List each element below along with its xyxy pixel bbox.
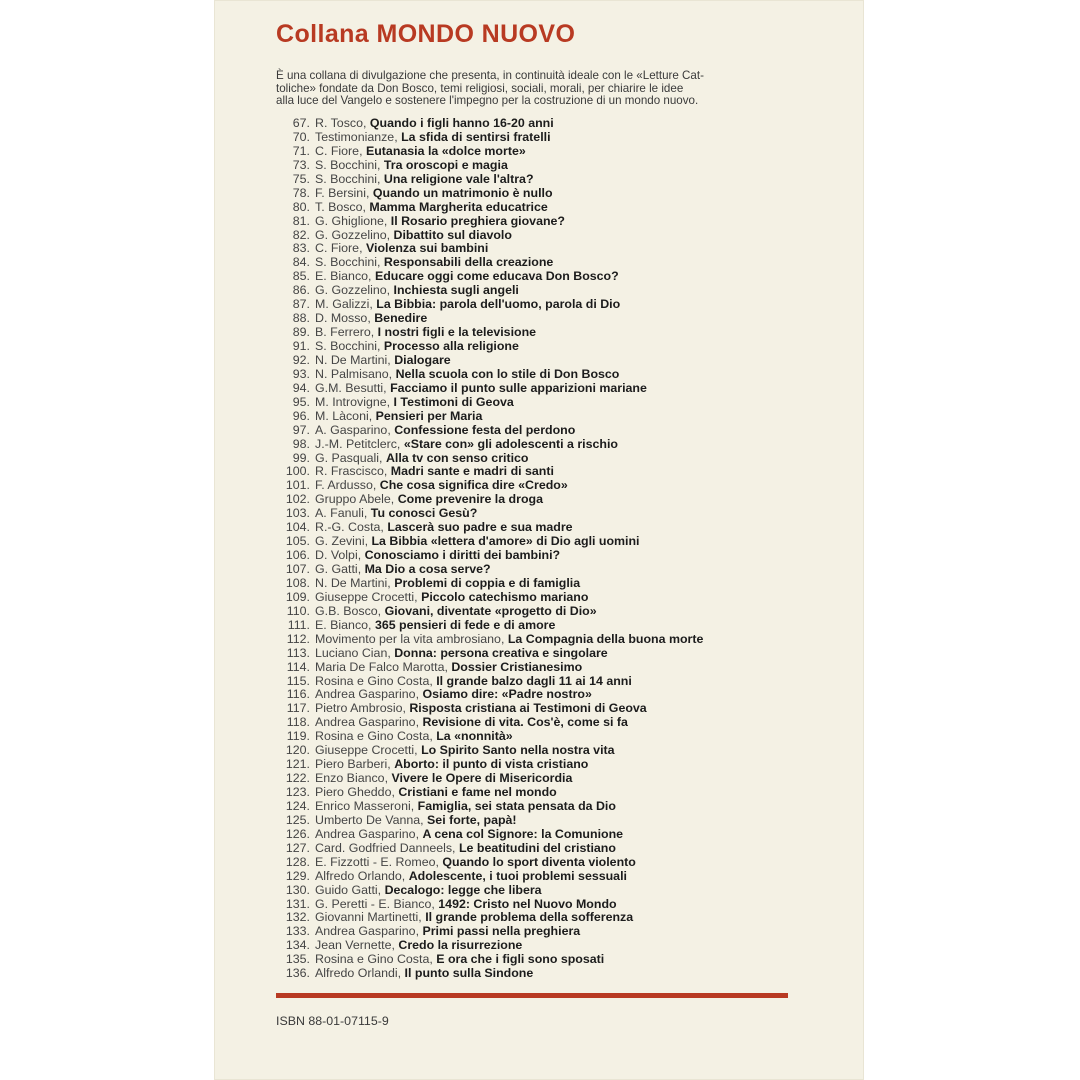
- book-author: F. Bersini,: [315, 185, 370, 200]
- book-number: 98.: [292, 436, 310, 451]
- book-title: Educare oggi come educava Don Bosco?: [374, 269, 619, 284]
- book-author: R.-G. Costa,: [315, 520, 384, 535]
- book-author: D. Mosso,: [315, 311, 371, 326]
- list-item: [276, 201, 836, 215]
- book-number: 125.: [285, 812, 310, 827]
- book-author: Giuseppe Crocetti,: [315, 589, 418, 604]
- book-author: Piero Barberi,: [315, 757, 391, 772]
- book-title: Il grande problema della sofferenza: [425, 910, 634, 925]
- list-item: [276, 967, 836, 981]
- book-title: Problemi di coppia e di famiglia: [394, 575, 581, 590]
- book-author: G. Gozzelino,: [315, 227, 391, 242]
- list-item: [276, 800, 836, 814]
- book-title: Sei forte, papà!: [427, 812, 517, 827]
- book-number: 129.: [285, 868, 310, 883]
- list-item: [276, 675, 836, 689]
- book-title: Dibattito sul diavolo: [393, 227, 512, 242]
- book-number: 84.: [292, 255, 310, 270]
- book-author: Alfredo Orlando,: [315, 868, 406, 883]
- book-number: 78.: [292, 185, 310, 200]
- book-title: Cristiani e fame nel mondo: [398, 785, 557, 799]
- book-title: 365 pensieri di fede e di amore: [374, 617, 556, 632]
- book-title: Lo Spirito Santo nella nostra vita: [421, 743, 615, 758]
- divider-rule: [276, 993, 788, 998]
- book-title: La sfida di sentirsi fratelli: [401, 129, 551, 144]
- book-author: D. Volpi,: [315, 548, 362, 563]
- book-number: 100.: [285, 464, 310, 479]
- book-number: 119.: [286, 729, 310, 744]
- list-item: [276, 661, 836, 675]
- book-number: 91.: [292, 339, 310, 353]
- book-number: 97.: [292, 422, 310, 437]
- book-title: Quando lo sport diventa violento: [442, 854, 636, 869]
- book-title: I Testimoni di Geova: [393, 394, 514, 409]
- book-number: 112.: [286, 631, 310, 646]
- book-author: Enrico Masseroni,: [315, 798, 415, 813]
- book-author: B. Ferrero,: [315, 325, 375, 340]
- list-item: [276, 842, 836, 856]
- book-number: 126.: [285, 826, 310, 841]
- list-item: [276, 911, 836, 925]
- book-number: 124.: [285, 798, 310, 813]
- book-author: Andrea Gasparino,: [315, 687, 420, 702]
- list-item: [276, 284, 836, 298]
- list-item: [276, 410, 836, 424]
- book-number: 116.: [286, 687, 310, 702]
- book-author: N. De Martini,: [315, 575, 391, 590]
- book-title: Mamma Margherita educatrice: [369, 199, 548, 214]
- book-author: A. Fanuli,: [315, 506, 368, 521]
- book-title: Credo la risurrezione: [398, 938, 523, 953]
- book-number: 118.: [286, 715, 310, 730]
- book-title: Primi passi nella preghiera: [422, 924, 581, 939]
- book-title: Dossier Cristianesimo: [451, 659, 583, 674]
- book-title: Donna: persona creativa e singolare: [394, 645, 608, 660]
- book-author: G.B. Bosco,: [315, 603, 382, 618]
- book-author: T. Bosco,: [315, 199, 366, 214]
- list-item: [276, 605, 836, 619]
- description-line: È una collana di divulgazione che presenta, in continuità ideale con le «Letture Cat-: [276, 69, 704, 82]
- book-title: Risposta cristiana ai Testimoni di Geova: [409, 701, 647, 716]
- list-item: [276, 256, 836, 270]
- book-number: 111.: [287, 617, 310, 632]
- book-title: Ma Dio a cosa serve?: [364, 562, 491, 576]
- book-number: 81.: [292, 213, 310, 228]
- book-author: M. Galizzi,: [315, 297, 373, 312]
- list-item: [276, 814, 836, 828]
- book-number: 123.: [285, 785, 310, 799]
- book-title: A cena col Signore: la Comunione: [422, 826, 624, 841]
- book-number: 88.: [292, 311, 310, 326]
- book-number: 134.: [285, 938, 310, 953]
- book-author: N. Palmisano,: [315, 366, 393, 381]
- list-item: [276, 870, 836, 884]
- book-number: 121.: [285, 757, 310, 772]
- book-title: Famiglia, sei stata pensata da Dio: [417, 798, 616, 813]
- book-title: Confessione festa del perdono: [394, 422, 576, 437]
- book-number: 99.: [292, 450, 310, 465]
- book-number: 117.: [286, 701, 310, 716]
- book-title: Madri sante e madri di santi: [390, 464, 554, 479]
- list-item: [276, 117, 836, 131]
- book-number: 102.: [285, 492, 310, 507]
- book-author: Luciano Cian,: [315, 645, 391, 660]
- description-line: toliche» fondate da Don Bosco, temi religiosi, sociali, morali, per chiarire le idee: [276, 81, 684, 95]
- book-number: 136.: [285, 966, 310, 981]
- book-author: Umberto De Vanna,: [315, 812, 424, 827]
- book-number: 82.: [292, 227, 310, 242]
- series-prefix: Collana: [276, 20, 370, 48]
- book-number: 75.: [292, 171, 310, 186]
- book-title: Nella scuola con lo stile di Don Bosco: [395, 366, 620, 381]
- book-author: R. Tosco,: [315, 116, 367, 130]
- book-number: 104.: [285, 520, 310, 535]
- list-item: [276, 215, 836, 229]
- book-number: 120.: [285, 743, 310, 758]
- book-author: M. Introvigne,: [315, 394, 391, 409]
- list-item: [276, 786, 836, 800]
- book-title: Processo alla religione: [383, 339, 519, 353]
- book-title: 1492: Cristo nel Nuovo Mondo: [438, 896, 617, 911]
- book-title: Responsabili della creazione: [383, 255, 554, 270]
- book-author: S. Bocchini,: [315, 171, 381, 186]
- book-author: J.-M. Petitclerc,: [315, 436, 401, 451]
- book-number: 130.: [285, 882, 310, 897]
- book-number: 133.: [285, 924, 310, 939]
- list-item: [276, 326, 836, 340]
- book-number: 115.: [286, 673, 310, 688]
- book-number: 101.: [285, 478, 310, 493]
- book-title: Quando un matrimonio è nullo: [372, 185, 553, 200]
- list-item: [276, 229, 836, 243]
- list-item: [276, 939, 836, 953]
- book-title: Quando i figli hanno 16-20 anni: [369, 116, 554, 130]
- book-number: 95.: [292, 394, 310, 409]
- book-number: 107.: [285, 562, 310, 576]
- list-item: [276, 716, 836, 730]
- list-item: [276, 577, 836, 591]
- list-item: [276, 507, 836, 521]
- book-author: Andrea Gasparino,: [315, 924, 420, 939]
- book-title: Che cosa significa dire «Credo»: [379, 478, 568, 493]
- book-title: La Compagnia della buona morte: [507, 631, 704, 646]
- list-item: [276, 535, 836, 549]
- list-item: [276, 368, 836, 382]
- book-author: E. Bianco,: [315, 617, 372, 632]
- book-author: Giovanni Martinetti,: [315, 910, 422, 925]
- book-author: G.M. Besutti,: [315, 380, 387, 395]
- book-author: C. Fiore,: [315, 241, 363, 256]
- list-item: [276, 382, 836, 396]
- book-author: A. Gasparino,: [315, 422, 391, 437]
- book-title: Conosciamo i diritti dei bambini?: [364, 548, 561, 563]
- book-title: Revisione di vita. Cos'è, come si fa: [422, 715, 628, 730]
- book-title: I nostri figli e la televisione: [377, 325, 537, 340]
- book-author: Card. Godfried Danneels,: [315, 840, 456, 855]
- list-item: [276, 521, 836, 535]
- book-title: Dialogare: [394, 352, 451, 367]
- list-item: [276, 340, 836, 354]
- list-item: [276, 856, 836, 870]
- book-number: 122.: [285, 771, 310, 786]
- book-author: Maria De Falco Marotta,: [315, 659, 448, 674]
- book-number: 86.: [292, 283, 310, 298]
- list-item: [276, 159, 836, 173]
- list-item: [276, 438, 836, 452]
- book-number: 93.: [292, 366, 310, 381]
- book-author: Gruppo Abele,: [315, 492, 395, 507]
- book-title: Le beatitudini del cristiano: [458, 840, 616, 855]
- book-number: 127.: [285, 840, 310, 855]
- list-item: [276, 452, 836, 466]
- book-number: 89.: [292, 325, 310, 340]
- book-number: 92.: [292, 352, 310, 367]
- series-title: [276, 20, 575, 49]
- book-title: Adolescente, i tuoi problemi sessuali: [408, 868, 627, 883]
- book-author: E. Bianco,: [315, 269, 372, 284]
- book-title: Giovani, diventate «progetto di Dio»: [384, 603, 597, 618]
- book-number: 70.: [292, 129, 310, 144]
- book-author: G. Gatti,: [315, 562, 362, 576]
- list-item: [276, 312, 836, 326]
- list-item: [276, 828, 836, 842]
- book-title: Alla tv con senso critico: [385, 450, 529, 465]
- book-title: Tra oroscopi e magia: [383, 157, 508, 172]
- book-title: Come prevenire la droga: [397, 492, 543, 507]
- list-item: [276, 619, 836, 633]
- book-title: Il grande balzo dagli 11 ai 14 anni: [436, 673, 632, 688]
- list-item: [276, 187, 836, 201]
- book-author: S. Bocchini,: [315, 339, 381, 353]
- list-item: [276, 424, 836, 438]
- book-number: 106.: [285, 548, 310, 563]
- list-item: [276, 730, 836, 744]
- book-author: Andrea Gasparino,: [315, 715, 420, 730]
- book-author: G. Ghiglione,: [315, 213, 388, 228]
- book-number: 128.: [285, 854, 310, 869]
- book-list: [276, 117, 836, 981]
- list-item: [276, 647, 836, 661]
- list-item: [276, 493, 836, 507]
- description-line: alla luce del Vangelo e sostenere l'impegno per la costruzione di un mondo nuovo.: [276, 94, 699, 108]
- book-number: 94.: [292, 380, 310, 395]
- book-number: 108.: [285, 575, 310, 590]
- book-number: 73.: [292, 157, 310, 172]
- book-title: Violenza sui bambini: [365, 241, 489, 256]
- book-author: S. Bocchini,: [315, 157, 381, 172]
- book-author: E. Fizzotti - E. Romeo,: [315, 854, 439, 869]
- book-number: 109.: [285, 589, 310, 604]
- list-item: [276, 465, 836, 479]
- book-number: 113.: [286, 645, 310, 660]
- list-item: [276, 298, 836, 312]
- list-item: [276, 173, 836, 187]
- book-title: Piccolo catechismo mariano: [421, 589, 589, 604]
- book-author: Rosina e Gino Costa,: [315, 729, 433, 744]
- book-author: Guido Gatti,: [315, 882, 382, 897]
- book-title: Facciamo il punto sulle apparizioni mariane: [390, 380, 647, 395]
- book-author: Rosina e Gino Costa,: [315, 673, 433, 688]
- book-author: Pietro Ambrosio,: [315, 701, 406, 716]
- book-author: Piero Gheddo,: [315, 785, 395, 799]
- book-number: 71.: [292, 143, 310, 158]
- book-author: Alfredo Orlandi,: [315, 966, 402, 981]
- book-title: Una religione vale l'altra?: [383, 171, 534, 186]
- book-title: E ora che i figli sono sposati: [436, 952, 605, 967]
- book-number: 103.: [285, 506, 310, 521]
- list-item: [276, 925, 836, 939]
- book-title: La Bibbia: parola dell'uomo, parola di Dio: [376, 297, 621, 312]
- list-item: [276, 702, 836, 716]
- book-title: La «nonnità»: [436, 729, 513, 744]
- list-item: [276, 396, 836, 410]
- book-author: G. Gozzelino,: [315, 283, 391, 298]
- isbn-code: ISBN 88-01-07115-9: [276, 1014, 389, 1028]
- book-title: Vivere le Opere di Misericordia: [391, 771, 573, 786]
- book-author: Rosina e Gino Costa,: [315, 952, 433, 967]
- book-title: «Stare con» gli adolescenti a rischio: [403, 436, 618, 451]
- list-item: [276, 354, 836, 368]
- list-item: [276, 953, 836, 967]
- book-author: Andrea Gasparino,: [315, 826, 420, 841]
- book-title: Il punto sulla Sindone: [404, 966, 534, 981]
- book-title: Inchiesta sugli angeli: [393, 283, 519, 298]
- list-item: [276, 479, 836, 493]
- list-item: [276, 688, 836, 702]
- list-item: [276, 591, 836, 605]
- book-author: C. Fiore,: [315, 143, 363, 158]
- book-author: Movimento per la vita ambrosiano,: [315, 631, 505, 646]
- book-author: S. Bocchini,: [315, 255, 381, 270]
- list-item: [276, 772, 836, 786]
- list-item: [276, 549, 836, 563]
- book-title: Osiamo dire: «Padre nostro»: [422, 687, 592, 702]
- book-number: 131.: [285, 896, 310, 911]
- book-number: 67.: [292, 116, 310, 130]
- book-author: N. De Martini,: [315, 352, 391, 367]
- book-number: 83.: [292, 241, 310, 256]
- list-item: [276, 898, 836, 912]
- list-item: [276, 744, 836, 758]
- list-item: [276, 633, 836, 647]
- book-title: Tu conosci Gesù?: [370, 506, 478, 521]
- book-title: Decalogo: legge che libera: [384, 882, 542, 897]
- book-number: 114.: [286, 659, 310, 674]
- series-name: MONDO NUOVO: [376, 20, 576, 48]
- book-author: M. Làconi,: [315, 408, 373, 423]
- book-number: 132.: [285, 910, 310, 925]
- book-author: G. Peretti - E. Bianco,: [315, 896, 435, 911]
- book-title: Benedire: [374, 311, 428, 326]
- book-title: Eutanasia la «dolce morte»: [365, 143, 526, 158]
- book-title: Il Rosario preghiera giovane?: [390, 213, 565, 228]
- book-title: Pensieri per Maria: [375, 408, 483, 423]
- book-title: La Bibbia «lettera d'amore» di Dio agli uomini: [371, 534, 640, 549]
- list-item: [276, 145, 836, 159]
- book-author: R. Frascisco,: [315, 464, 388, 479]
- list-item: [276, 884, 836, 898]
- book-number: 96.: [292, 408, 310, 423]
- book-title: Aborto: il punto di vista cristiano: [394, 757, 589, 772]
- book-author: Giuseppe Crocetti,: [315, 743, 418, 758]
- book-author: Enzo Bianco,: [315, 771, 389, 786]
- list-item: [276, 563, 836, 577]
- book-number: 87.: [292, 297, 310, 312]
- list-item: [276, 242, 836, 256]
- book-number: 135.: [285, 952, 310, 967]
- book-number: 85.: [292, 269, 310, 284]
- book-author: Jean Vernette,: [315, 938, 395, 953]
- book-back-cover: [214, 0, 864, 1080]
- book-author: Testimonianze,: [315, 129, 398, 144]
- list-item: [276, 758, 836, 772]
- book-number: 80.: [292, 199, 310, 214]
- book-author: G. Pasquali,: [315, 450, 383, 465]
- book-author: G. Zevini,: [315, 534, 369, 549]
- series-description: [276, 70, 804, 108]
- book-number: 110.: [286, 603, 310, 618]
- book-title: Lascerà suo padre e sua madre: [387, 520, 573, 535]
- list-item: [276, 131, 836, 145]
- list-item: [276, 270, 836, 284]
- book-number: 105.: [285, 534, 310, 549]
- book-author: F. Ardusso,: [315, 478, 377, 493]
